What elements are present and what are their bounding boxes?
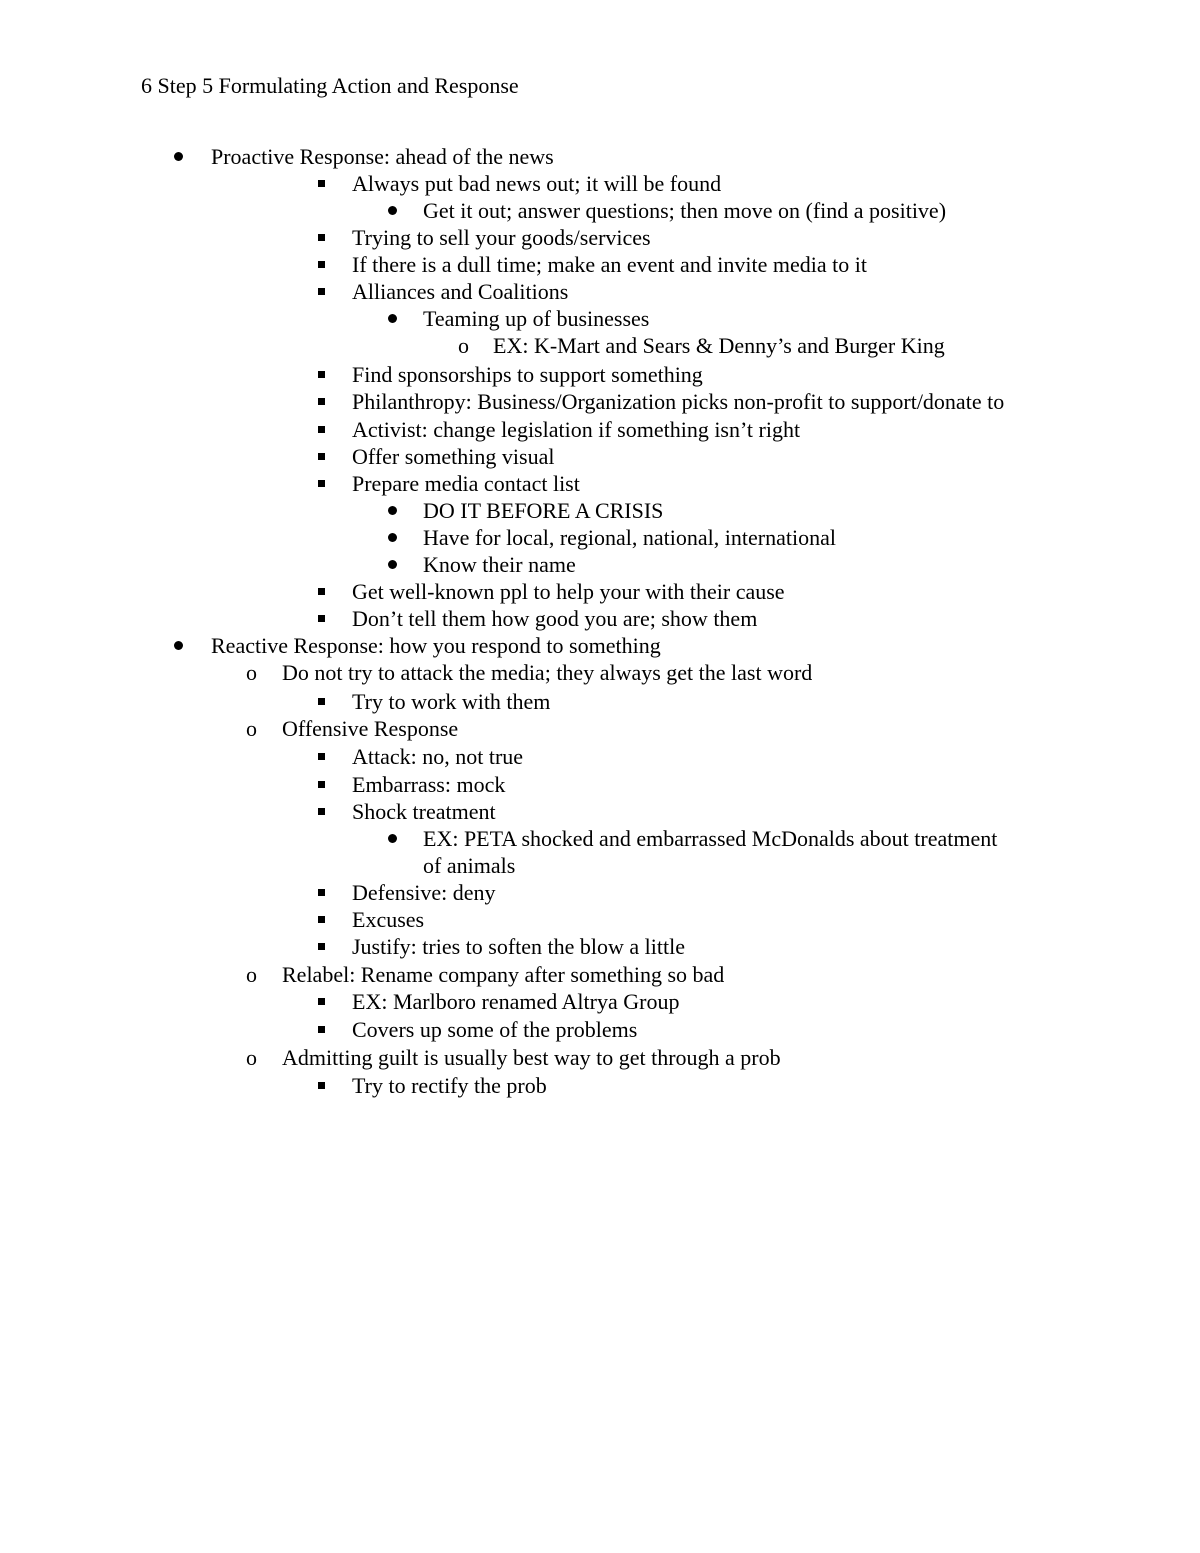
- outline-item-text: EX: PETA shocked and embarrassed McDonalds about treatment: [423, 826, 998, 851]
- circle-bullet-icon: [246, 961, 260, 988]
- disc-bullet-icon: [174, 632, 188, 659]
- outline-item-text: EX: Marlboro renamed Altrya Group: [352, 989, 680, 1014]
- square-bullet-icon: [318, 578, 332, 605]
- circle-bullet-icon: [246, 715, 260, 742]
- outline-item-text: Prepare media contact list: [352, 471, 580, 496]
- outline-item-text: Get well-known ppl to help your with their cause: [352, 579, 785, 604]
- square-bullet-icon: [318, 798, 332, 825]
- outline-item-text: Try to rectify the prob: [352, 1073, 547, 1098]
- outline-item-text: Shock treatment: [352, 799, 496, 824]
- disc-bullet-icon: [388, 825, 402, 852]
- outline-item-text: Offensive Response: [282, 716, 459, 741]
- outline-item-text: Attack: no, not true: [352, 744, 524, 769]
- square-bullet-icon: [318, 1072, 332, 1099]
- square-bullet-icon: [318, 443, 332, 470]
- outline-item-text: Always put bad news out; it will be found: [352, 171, 722, 196]
- outline-item-text: Justify: tries to soften the blow a little: [352, 934, 686, 959]
- outline-item-text: Trying to sell your goods/services: [352, 225, 651, 250]
- outline-item-text: Find sponsorships to support something: [352, 362, 703, 387]
- outline-item-text: If there is a dull time; make an event and invite media to it: [352, 252, 868, 277]
- outline-item-text: Covers up some of the problems: [352, 1017, 638, 1042]
- outline-item-text: Admitting guilt is usually best way to get through a prob: [282, 1045, 781, 1070]
- circle-bullet-icon: [246, 1044, 260, 1071]
- square-bullet-icon: [318, 743, 332, 770]
- outline-item-text: Get it out; answer questions; then move on (find a positive): [423, 198, 947, 223]
- square-bullet-icon: [318, 1016, 332, 1043]
- outline-item-text: DO IT BEFORE A CRISIS: [423, 498, 664, 523]
- circle-bullet-icon: [246, 659, 260, 686]
- square-bullet-icon: [318, 470, 332, 497]
- disc-bullet-icon: [388, 551, 402, 578]
- square-bullet-icon: [318, 771, 332, 798]
- outline-item-text: Teaming up of businesses: [423, 306, 650, 331]
- document-title: 6 Step 5 Formulating Action and Response: [141, 73, 519, 98]
- square-bullet-icon: [318, 224, 332, 251]
- square-bullet-icon: [318, 361, 332, 388]
- outline-item-text: of animals: [423, 853, 516, 878]
- square-bullet-icon: [318, 988, 332, 1015]
- square-bullet-icon: [318, 906, 332, 933]
- square-bullet-icon: [318, 388, 332, 415]
- outline-item-text: Reactive Response: how you respond to something: [211, 633, 661, 658]
- square-bullet-icon: [318, 278, 332, 305]
- outline-item-text: Alliances and Coalitions: [352, 279, 569, 304]
- outline-item-text: Know their name: [423, 552, 576, 577]
- square-bullet-icon: [318, 416, 332, 443]
- outline-item-text: Relabel: Rename company after something so bad: [282, 962, 725, 987]
- disc-bullet-icon: [174, 143, 188, 170]
- square-bullet-icon: [318, 933, 332, 960]
- outline-item-text: Philanthropy: Business/Organization picks non-profit to support/donate to: [352, 389, 1005, 414]
- outline-item-text: Don’t tell them how good you are; show them: [352, 606, 758, 631]
- square-bullet-icon: [318, 251, 332, 278]
- circle-bullet-icon: [458, 332, 472, 359]
- disc-bullet-icon: [388, 305, 402, 332]
- square-bullet-icon: [318, 170, 332, 197]
- outline-item-text: Have for local, regional, national, international: [423, 525, 836, 550]
- outline-item-text: EX: K-Mart and Sears & Denny’s and Burger King: [493, 333, 945, 358]
- outline-item-text: Embarrass: mock: [352, 772, 506, 797]
- square-bullet-icon: [318, 879, 332, 906]
- disc-bullet-icon: [388, 197, 402, 224]
- square-bullet-icon: [318, 688, 332, 715]
- outline-item-text: Offer something visual: [352, 444, 555, 469]
- square-bullet-icon: [318, 605, 332, 632]
- disc-bullet-icon: [388, 497, 402, 524]
- outline-item-text: Proactive Response: ahead of the news: [211, 144, 554, 169]
- outline-item-text: Excuses: [352, 907, 425, 932]
- outline-item-text: Do not try to attack the media; they always get the last word: [282, 660, 813, 685]
- disc-bullet-icon: [388, 524, 402, 551]
- outline-item-text: Try to work with them: [352, 689, 551, 714]
- outline-item-text: Activist: change legislation if something isn’t right: [352, 417, 801, 442]
- outline-item-text: Defensive: deny: [352, 880, 496, 905]
